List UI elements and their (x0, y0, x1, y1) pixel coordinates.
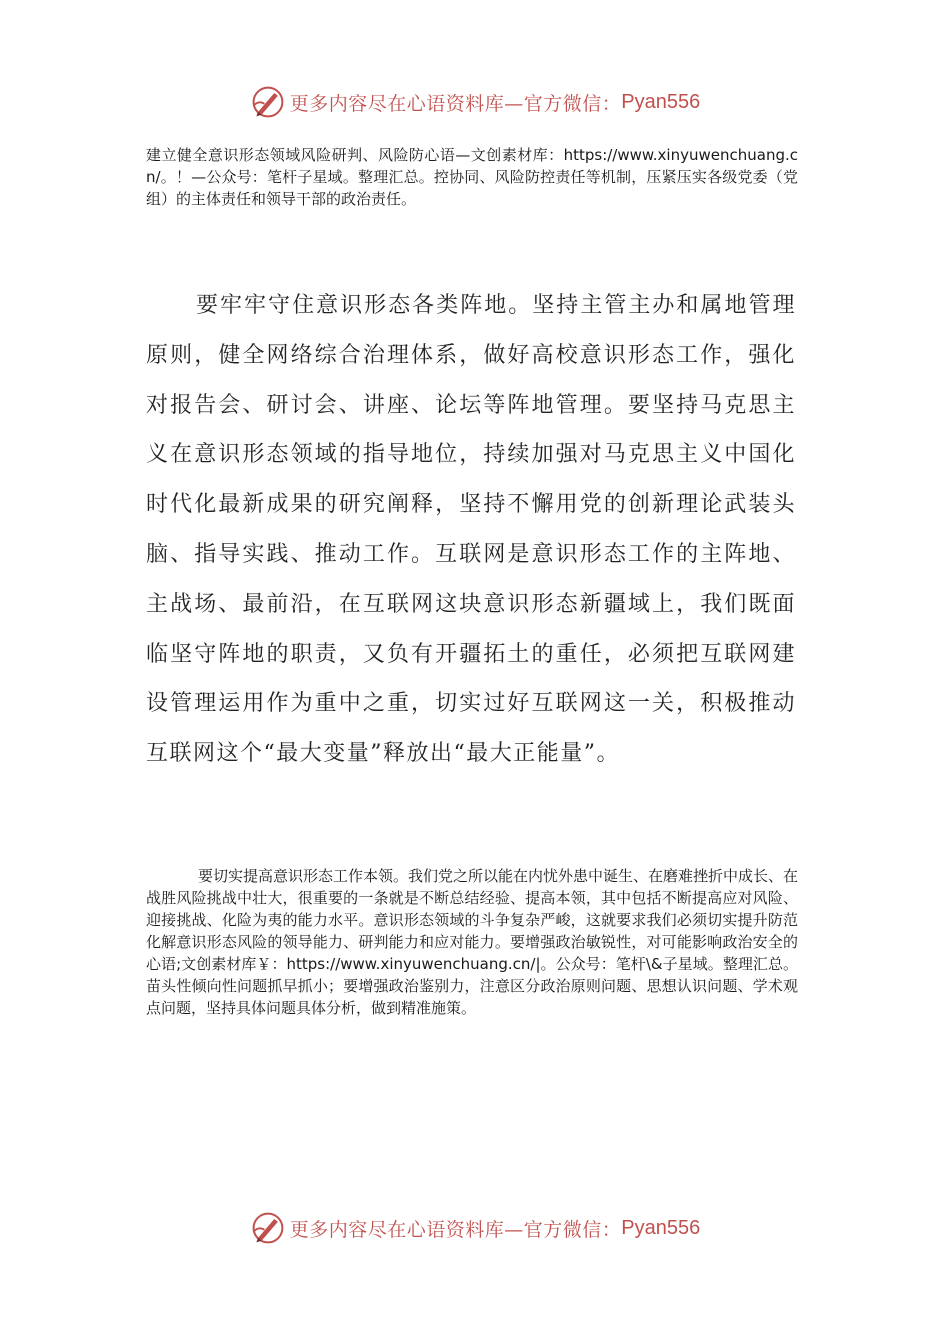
paragraph-2: 要牢牢守住意识形态各类阵地。坚持主管主办和属地管理原则，健全网络综合治理体系，做好高校意识形态工作，强化对报告会、研讨会、讲座、论坛等阵地管理。要坚持马克思主义在意识形态领域的指导地位，持续加强对马克思主义中国化时代化最新成果的研究阐释，坚持不懈用党的创新理论武装头脑、指导实践、推动工作。互联网是意识形态工作的主阵地、主战场、最前沿，在互联网这块意识形态新疆域上，我们既面临坚守阵地的职责，又负有开疆拓土的重任，必须把互联网建设管理运用作为重中之重，切实过好互联网这一关，积极推动互联网这个“最大变量”释放出“最大正能量”。 (146, 293, 796, 767)
pen-logo-icon (250, 1210, 286, 1246)
pen-logo-icon (250, 84, 286, 120)
wechat-id: Pyan556 (621, 1216, 701, 1239)
banner-text: 更多内容尽在心语资料库—官方微信： (289, 92, 622, 115)
banner-text: 更多内容尽在心语资料库—官方微信： (289, 1218, 622, 1241)
header-banner (0, 80, 950, 124)
paragraph-1: 建立健全意识形态领域风险研判、风险防心语—文创素材库：https://www.xinyuwenchuang.cn/。！—公众号：笔杆子星域。整理汇总。控协同、风险防控责任等机制，压紧压实各级党委（党组）的主体责任和领导干部的政治责任。 (146, 146, 798, 208)
footer-banner (0, 1206, 950, 1250)
wechat-id: Pyan556 (621, 90, 701, 113)
paragraph-3: 要切实提高意识形态工作本领。我们党之所以能在内忧外患中诞生、在磨难挫折中成长、在战胜风险挑战中壮大，很重要的一条就是不断总结经验、提高本领，其中包括不断提高应对风险、迎接挑战、化险为夷的能力水平。意识形态领域的斗争复杂严峻，这就要求我们必须切实提升防范化解意识形态风险的领导能力、研判能力和应对能力。要增强政治敏锐性，对可能影响政治安全的心语;文创素材库￥：https://www.xinyuwenchuang.cn/|。公众号：笔杆\&子星域。整理汇总。苗头性倾向性问题抓早抓小；要增强政治鉴别力，注意区分政治原则问题、思想认识问题、学术观点问题，坚持具体问题具体分析，做到精准施策。 (146, 867, 799, 1017)
